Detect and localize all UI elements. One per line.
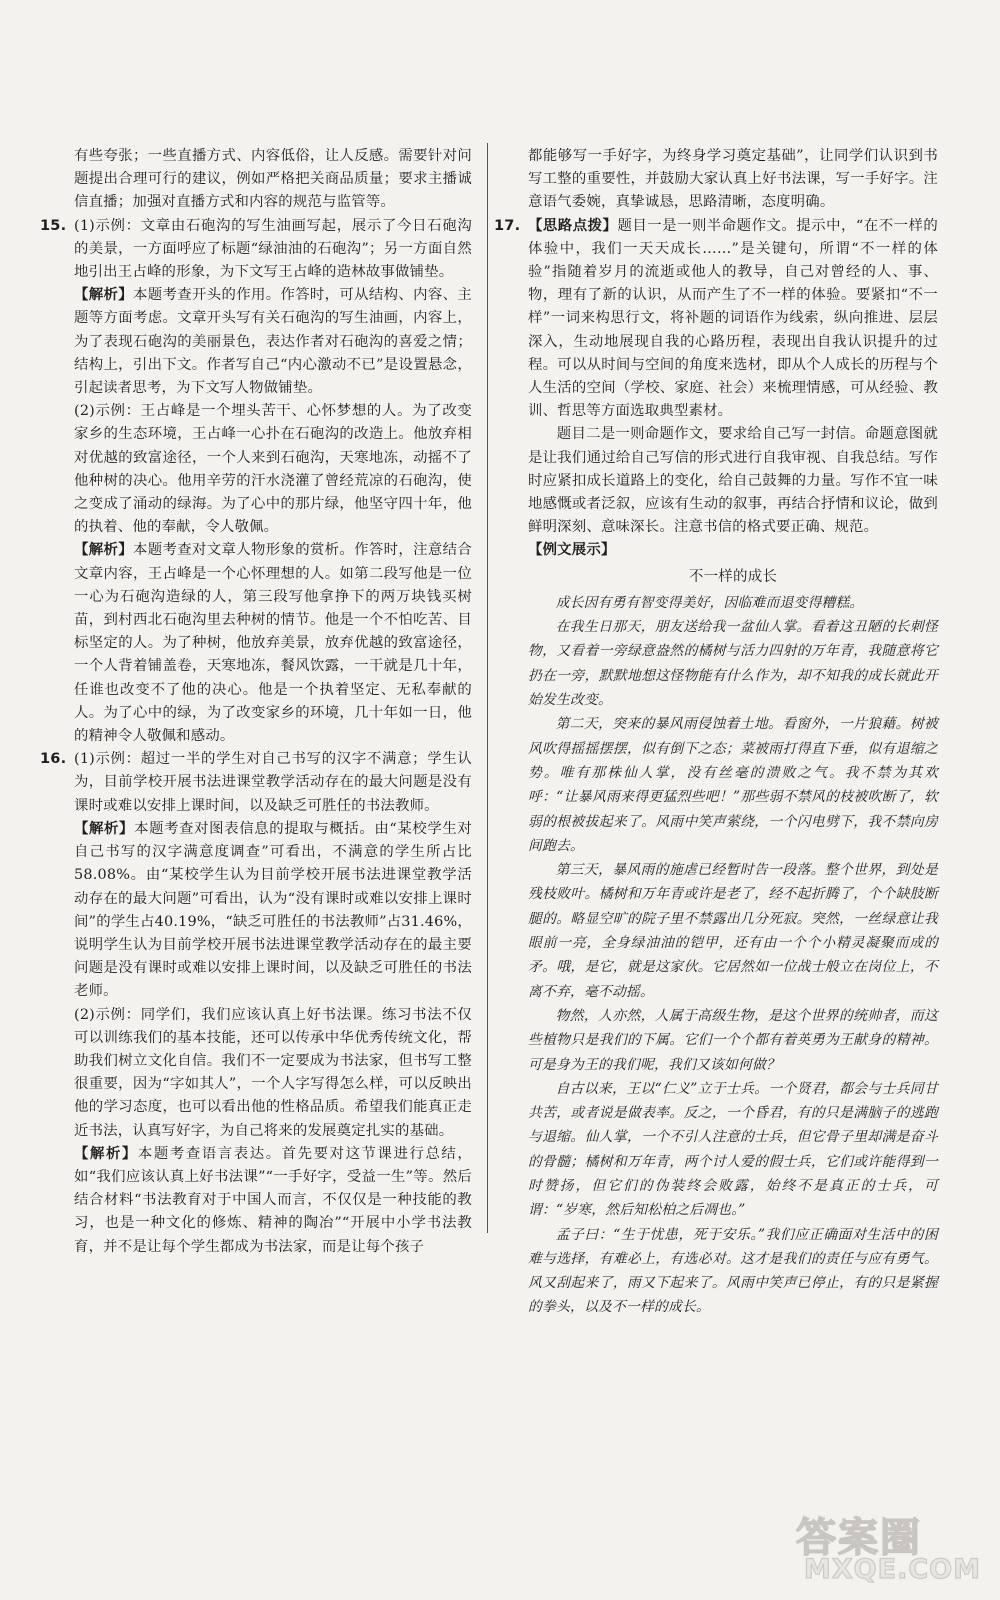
analysis-label: 【解析】 — [74, 542, 133, 559]
analysis-label: 【解析】 — [74, 287, 133, 304]
essay-paragraph: 孟子曰：“生于忧患，死于安乐。”我们应正确面对生活中的困难与选择，有难必上，有选必对。这才是我们的责任与应有勇气。风又刮起来了，雨又下起来了。风雨中笑声已停止，有的只是紧握的拳头，以及不一样的成长。 — [528, 1226, 938, 1316]
question-17 — [494, 215, 938, 1320]
essay-body — [528, 591, 938, 1320]
analysis-text: 本题考查对文章人物形象的赏析。作答时，注意结合文章内容，王占峰是一个心怀理想的人。如第二段写他是一位一心为石砲沟造绿的人，第三段写他拿挣下的两万块钱买树苗，到村西北石砲沟里去种树的情节。他是一个不怕吃苦、目标坚定的人。为了种树，他放弃美景，放弃优越的致富途径，一个人背着铺盖卷，天寒地冻，餐风饮露，一干就是几十年，任谁也改变不了他的决心。他是一个执着坚定、无私奉献的人。为了心中的绿，为了改变家乡的环境，几十年如一日，他的精神令人敬佩和感动。 — [74, 542, 472, 745]
analysis-label: 【解析】 — [74, 1145, 138, 1162]
analysis-1 — [74, 284, 472, 400]
analysis-text: 本题考查开头的作用。作答时，可从结构、内容、主题等方面考虑。文章开头写有关石砲沟的写生油画，内容上，为了表现石砲沟的美丽景色，表达作者对石砲沟的喜爱之情；结构上，引出下文。作者写自己“内心激动不已”是设置悬念，引起读者思考，为下文写人物做铺垫。 — [74, 287, 472, 397]
essay-title: 不一样的成长 — [688, 568, 778, 585]
analysis-label: 【解析】 — [74, 820, 135, 837]
essay-paragraph: 在我生日那天，朋友送给我一盆仙人掌。看着这丑陋的长刺怪物，又看着一旁绿意盎然的橘树与活力四射的万年青，我随意将它扔在一旁，默默地想这怪物能有什么作为，却不知我的成长就此开始发生改变。 — [528, 619, 938, 709]
analysis-2 — [74, 1143, 472, 1259]
answer-part-2: (2)示例：王占峰是一个埋头苦干、心怀梦想的人。为了改变家乡的生态环境，王占峰一心扑在石砲沟的改造上。他放弃相对优越的致富途径，一个人来到石砲沟，天寒地冻，动摇不了他种树的决心。他用辛劳的汗水浇灌了曾经荒凉的石砲沟，使之变成了涌动的绿海。为了心中的那片绿，他坚守四十年，他的执着、他的奉献，令人敬佩。 — [74, 403, 472, 536]
answer-part-1: (1)示例：文章由石砲沟的写生油画写起，展示了今日石砲沟的美景，一方面呼应了标题“绿油油的石砲沟”；另一方面自然地引出王占峰的形象，为下文写王占峰的造林故事做铺垫。 — [74, 217, 472, 281]
hint-label: 【思路点拨】 — [528, 217, 618, 234]
answer-part-2: (2)示例：同学们，我们应该认真上好书法课。练习书法不仅可以训练我们的基本技能，还可以传承中华优秀传统文化，帮助我们树立文化自信。我们不一定要成为书法家，但书写工整很重要，因为“字如其人”，一个人字写得怎么样，可以反映出他的学习态度，也可以看出他的性格品质。希望我们能真正走近书法，认真写好字，为自己将来的发展奠定扎实的基础。 — [74, 1006, 472, 1139]
hint-text: 题目一是一则半命题作文。提示中，“在不一样的体验中，我们一天天成长……”是关键句，所谓“不一样的体验”指随着岁月的流逝或他人的教导，自己对曾经的人、事、物，理有了新的认识，从而产生了不一样的体验。要紧扣“不一样”一词来构思行文，将补题的词语作为线索，纵向推进、层层深入，生动地展现自我的心路历程，表现出自我认识提升的过程。可以从时间与空间的角度来选材，即从个人成长的历程与个人生活的空间（学校、家庭、社会）来梳理情感，可从经验、教训、哲思等方面选取典型素材。 — [528, 217, 938, 420]
analysis-text: 本题考查语言表达。首先要对这节课进行总结，如“我们应该认真上好书法课”“一手好字，受益一生”等。然后结合材料“书法教育对于中国人而言，不仅仅是一种技能的教习，也是一种文化的修炼、精神的陶冶”“开展中小学书法教育，并不是让每个学生都成为书法家，而是让每个孩子 — [74, 1145, 472, 1255]
hint-2: 题目二是一则命题作文，要求给自己写一封信。命题意图就是让我们通过给自己写信的形式进行自我审视、自我总结。写作时应紧扣成长道路上的变化，给自己鼓舞的力量。写作不宜一味地感慨或者泛叙，应该有生动的叙事，再结合抒情和议论，做到鲜明深刻、意味深长。注意书信的格式要正确、规范。 — [528, 426, 938, 536]
watermark-url: MXQE.COM — [804, 1554, 981, 1585]
question-16 — [40, 748, 472, 1258]
essay-paragraph: 成长因有勇有智变得美好，因临难而退变得糟糕。 — [555, 594, 864, 611]
left-column — [40, 145, 472, 1259]
question-number: 15. — [40, 217, 67, 234]
answer-part-1: (1)示例：超过一半的学生对自己书写的汉字不满意；学生认为，目前学校开展书法进课堂教学活动存在的最大问题是没有课时或难以安排上课时间，以及缺乏可胜任的书法教师。 — [74, 751, 472, 814]
essay-paragraph: 第二天，突来的暴风雨侵蚀着土地。看窗外，一片狼藉。树被风吹得摇摇摆摆，似有倒下之态；菜被雨打得直下垂，似有退缩之势。唯有那株仙人掌，没有丝毫的溃败之气。我不禁为其欢呼：“让暴风雨来得更猛烈些吧！”那些弱不禁风的枝被吹断了，软弱的根被拔起来了。风雨中笑声萦绕，一个闪电劈下，我不禁向房间跑去。 — [528, 716, 938, 854]
intro-continuation: 有些夸张；一些直播方式、内容低俗，让人反感。需要针对问题提出合理可行的建议，例如严格把关商品质量；要求主播诚信直播；加强对直播方式和内容的规范与监管等。 — [74, 148, 472, 211]
analysis-2 — [74, 539, 472, 748]
analysis-1 — [74, 818, 472, 1004]
right-column — [494, 145, 938, 1320]
question-15 — [40, 215, 472, 749]
question-number: 16. — [40, 751, 67, 768]
hint — [528, 215, 938, 424]
example-label-text: 【例文展示】 — [528, 542, 616, 559]
essay-paragraph: 第三天，暴风雨的施虐已经暂时告一段落。整个世界，到处是残枝败叶。橘树和万年青或许是老了，经不起折腾了，个个缺肢断腿的。略显空旷的院子里不禁露出几分死寂。突然，一丝绿意让我眼前一亮，全身绿油油的铠甲，还有由一个个小精灵凝聚而成的矛。哦，是它，就是这家伙。它居然如一位战士般立在岗位上，不离不弃，毫不动摇。 — [528, 862, 938, 1000]
essay-paragraph: 物然，人亦然，人属于高级生物，是这个世界的统帅者，而这些植物只是我们的下属。它们一个个都有着英勇为王献身的精神。可是身为王的我们呢，我们又该如何做？ — [528, 1007, 938, 1073]
watermark-logo: 答案圈 — [796, 1515, 922, 1561]
essay-paragraph: 自古以来，王以“仁义”立于士兵。一个贤君，都会与士兵同甘共苦，或者说是做表率。反之，一个昏君，有的只是满脑子的逃跑与退缩。仙人掌，一个不引人注意的士兵，但它骨子里却满是奋斗的骨髓；橘树和万年青，两个讨人爱的假士兵，它们或许能得到一时赞扬，但它们的伪装终会败露，始终不是真正的士兵，可谓：“岁寒，然后知松柏之后凋也。” — [528, 1080, 938, 1219]
column-divider — [487, 143, 488, 1233]
watermark — [796, 1506, 981, 1586]
analysis-text: 本题考查对图表信息的提取与概括。由“某校学生对自己书写的汉字满意度调查”可看出，不满意的学生所占比58.08%。由“某校学生认为目前学校开展书法进课堂教学活动存在的最大问题”可看出，认为“没有课时或难以安排上课时间”的学生占40.19%，“缺乏可胜任的书法教师”占31.46%，说明学生认为目前学校开展书法进课堂教学活动存在的最主要问题是没有课时或难以安排上课时间，以及缺乏可胜任的书法老师。 — [74, 820, 472, 1000]
example-label — [528, 539, 938, 562]
question-number: 17. — [494, 217, 521, 234]
q16-continuation: 都能够写一手好字，为终身学习奠定基础”，让同学们认识到书写工整的重要性，并鼓励大家认真上好书法课，写一手好字。注意语气委婉，真挚诚恳，思路清晰，态度明确。 — [528, 148, 938, 211]
